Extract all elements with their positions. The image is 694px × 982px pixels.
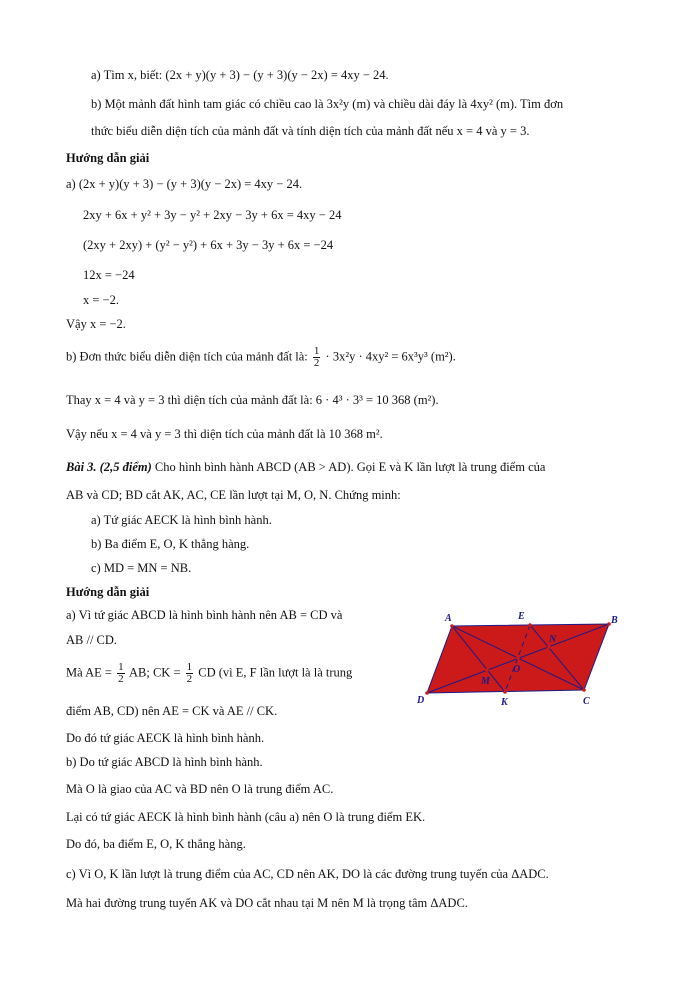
part-b-problem-line2: thức biểu diễn diện tích của mảnh đất và tính diện tích của mảnh đất nếu x = 4 và y = 3.	[91, 124, 530, 138]
point-m	[485, 668, 489, 672]
point-a	[450, 624, 454, 628]
guide2-b-line1: b) Do tứ giác ABCD là hình bình hành.	[66, 755, 263, 769]
solution-step-1: 2xy + 6x + y² + 3y − y² + 2xy − 3y + 6x = 4xy − 24	[83, 208, 342, 222]
guide2-a-line1: a) Vì tứ giác ABCD là hình bình hành nên AB = CD và	[66, 608, 343, 622]
point-c	[582, 688, 586, 692]
point-o	[516, 656, 520, 660]
guide2-b-line2: Mà O là giao của AC và BD nên O là trung điểm AC.	[66, 782, 334, 796]
bai3-title: Bài 3. (2,5 điểm)	[66, 460, 152, 474]
bai3-statement-line2: AB và CD; BD cắt AK, AC, CE lần lượt tại M, O, N. Chứng minh:	[66, 488, 401, 502]
guide2-c-line2: Mà hai đường trung tuyến AK và DO cắt nhau tại M nên M là trọng tâm ΔADC.	[66, 896, 468, 910]
label-e: E	[518, 611, 525, 622]
solution-step-3: 12x = −24	[83, 268, 135, 282]
bai3-statement-line1	[66, 458, 545, 476]
solution-step-2: (2xy + 2xy) + (y² − y²) + 6x + 3y − 3y + 6x = −24	[83, 238, 334, 252]
guide-heading-1: Hướng dẫn giải	[66, 151, 150, 165]
area-prefix: b) Đơn thức biểu diễn diện tích của mảnh đất là:	[66, 349, 308, 364]
bai3-text1: Cho hình bình hành ABCD (AB > AD). Gọi E và K lần lượt là trung điểm của	[151, 460, 546, 474]
guide2-b-line4: Do đó, ba điểm E, O, K thẳng hàng.	[66, 837, 246, 851]
label-n: N	[549, 634, 557, 645]
guide2-a-line4: điểm AB, CD) nên AE = CK và AE // CK.	[66, 704, 278, 718]
area-expression: · 3x²y · 4xy² = 6x³y³ (m²).	[325, 349, 456, 364]
bai3-item-a: a) Tứ giác AECK là hình bình hành.	[91, 513, 272, 527]
guide2-a-line5: Do đó tứ giác AECK là hình bình hành.	[66, 731, 265, 745]
guide2-b-line3: Lại có tứ giác AECK là hình bình hành (câu a) nên O là trung điểm EK.	[66, 810, 426, 824]
solution-a-intro: a) (2x + y)(y + 3) − (y + 3)(y − 2x) = 4xy − 24.	[66, 177, 303, 191]
point-k	[503, 690, 507, 694]
figure-svg	[412, 606, 624, 710]
parallelogram-figure	[412, 606, 624, 710]
label-a: A	[445, 613, 452, 624]
fraction-one-half: $\frac{1}{2}$	[313, 345, 320, 369]
solution-b-substitute: Thay x = 4 và y = 3 thì diện tích của mảnh đất là: 6 · 4³ · 3³ = 10 368 (m²).	[66, 393, 439, 407]
part-a-problem: a) Tìm x, biết: (2x + y)(y + 3) − (y + 3)(y − 2x) = 4xy − 24.	[91, 68, 389, 82]
solution-b-area	[66, 346, 456, 369]
fraction-half-cd: $\frac{1}{2}$	[186, 661, 193, 685]
fraction-half-ab: $\frac{1}{2}$	[118, 661, 124, 685]
guide2-a-line3: Mà AE = $\frac{1}{2}$ AB; CK = $\frac{1}{2}$ CD (vì E, F lần lượt là là trung	[66, 661, 353, 685]
bai3-item-b: b) Ba điểm E, O, K thẳng hàng.	[91, 537, 250, 551]
label-o: O	[513, 664, 521, 675]
bai3-item-c: c) MD = MN = NB.	[91, 561, 192, 575]
solution-a-conclusion: Vậy x = −2.	[66, 317, 126, 331]
point-e	[528, 623, 532, 627]
guide2-a-line2: AB // CD.	[66, 633, 118, 647]
part-b-problem-line1: b) Một mảnh đất hình tam giác có chiều cao là 3x²y (m) và chiều dài đáy là 4xy² (m). Tìm đơn	[91, 97, 564, 111]
point-d	[425, 691, 429, 695]
label-b: B	[611, 615, 618, 626]
label-d: D	[417, 695, 425, 706]
solution-step-4: x = −2.	[83, 293, 119, 307]
label-m: M	[481, 676, 490, 687]
label-c: C	[583, 696, 590, 707]
solution-b-answer: Vậy nếu x = 4 và y = 3 thì diện tích của mảnh đất là 10 368 m².	[66, 427, 383, 441]
guide-heading-2: Hướng dẫn giải	[66, 585, 150, 599]
guide2-c-line1: c) Vì O, K lần lượt là trung điểm của AC, CD nên AK, DO là các đường trung tuyến của ΔADC.	[66, 867, 549, 881]
label-k: K	[501, 697, 508, 708]
point-n	[547, 645, 551, 649]
